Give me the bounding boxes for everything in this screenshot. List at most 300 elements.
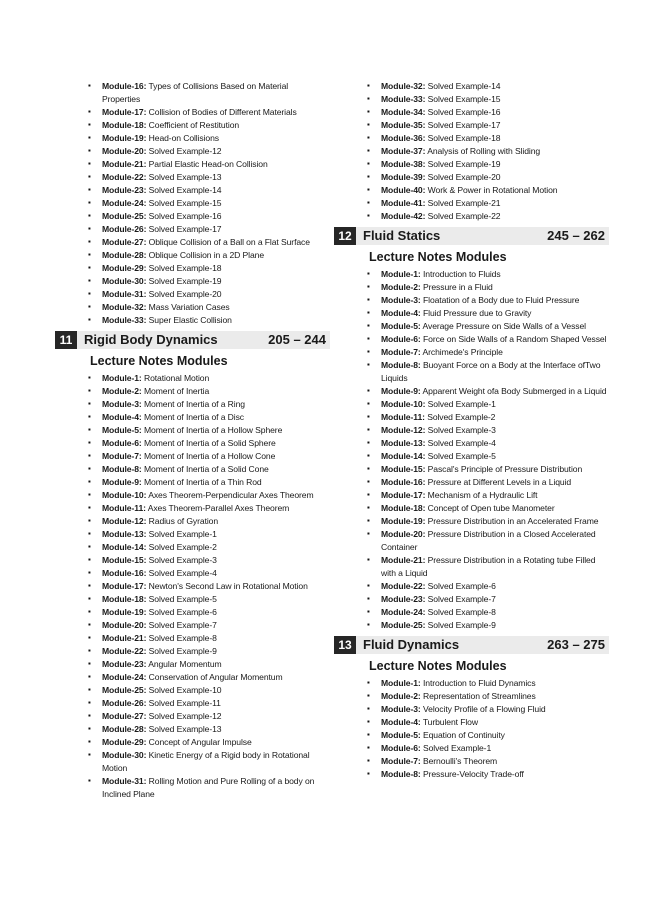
module-title: Solved Example-5 [427,450,496,461]
module-item [55,411,330,424]
module-title: Moment of Inertia of a Hollow Sphere [143,424,283,435]
module-title: Solved Example-12 [148,710,222,721]
module-label: Module-40: [381,185,426,195]
module-label: Module-18: [102,593,147,604]
module-label: Module-27: [102,236,147,247]
module-title: Solved Example-5 [148,593,217,604]
module-item [334,145,609,158]
module-title: Apparent Weight ofa Body Submerged in a Liquid [422,385,607,396]
module-title: Turbulent Flow [422,716,478,727]
module-item [55,593,330,606]
module-label: Module-24: [102,671,147,682]
module-title: Solved Example-1 [427,398,496,409]
right-column [334,80,609,781]
module-item [334,476,609,489]
module-label: Module-3: [381,294,421,305]
module-title: Moment of Inertia of a Thin Rod [143,476,262,487]
chapter-number: 11 [55,331,77,349]
module-title: Solved Example-8 [148,632,217,643]
module-item [55,385,330,398]
module-item [55,184,330,197]
module-item [55,275,330,288]
module-label: Module-23: [102,658,147,669]
module-label: Module-24: [381,606,426,617]
module-title: Solved Example-10 [148,684,222,695]
module-item [55,489,330,502]
module-item [55,736,330,749]
module-label: Module-11: [102,502,146,513]
module-title: Introduction to Fluids [422,268,501,279]
module-item [55,197,330,210]
module-item [334,768,609,781]
module-label: Module-7: [102,450,142,461]
chapter-pages: 245 – 262 [547,228,605,244]
module-title: Analysis of Rolling with Sliding [427,146,541,156]
module-label: Module-1: [102,372,142,383]
module-item [55,158,330,171]
module-title: Radius of Gyration [148,515,219,526]
module-item [334,515,609,528]
module-title: Solved Example-19 [427,159,501,169]
module-title: Solved Example-22 [427,211,501,221]
module-item [334,320,609,333]
module-label: Module-30: [102,749,147,760]
module-item [334,580,609,593]
module-title: Pressure-Velocity Trade-off [422,768,524,779]
module-label: Module-39: [381,172,426,182]
module-item [55,775,330,801]
module-title: Super Elastic Collision [148,314,232,325]
module-title: Partial Elastic Head-on Collision [148,158,268,169]
module-label: Module-2: [102,385,142,396]
module-title: Types of Collisions Based on Material Properties [102,81,289,104]
module-label: Module-17: [102,106,147,117]
module-label: Module-18: [102,119,147,130]
module-item [55,119,330,132]
chapter-pages: 263 – 275 [547,637,605,653]
module-list [334,80,609,223]
module-list [55,80,330,327]
module-title: Solved Example-9 [148,645,217,656]
module-title: Bernoulli's Theorem [422,755,498,766]
module-title: Pressure Distribution in a Rotating tube Filled with a Liquid [381,554,596,578]
module-label: Module-19: [102,606,147,617]
module-label: Module-28: [102,723,147,734]
module-title: Solved Example-20 [427,172,501,182]
module-item [334,294,609,307]
module-item [55,398,330,411]
module-title: Concept of Open tube Manometer [427,502,555,513]
module-label: Module-19: [102,132,147,143]
module-label: Module-4: [381,307,421,318]
module-label: Module-13: [102,528,147,539]
module-label: Module-5: [381,320,421,331]
module-item [55,606,330,619]
module-title: Solved Example-4 [427,437,496,448]
module-label: Module-2: [381,690,421,701]
module-title: Axes Theorem-Perpendicular Axes Theorem [148,489,314,500]
module-label: Module-25: [102,210,147,221]
module-item [334,132,609,145]
module-label: Module-17: [102,580,147,591]
module-title: Oblique Collision in a 2D Plane [148,249,265,260]
module-label: Module-23: [381,593,426,604]
module-label: Module-4: [102,411,142,422]
module-label: Module-33: [381,94,426,104]
module-title: Solved Example-17 [148,223,222,234]
module-label: Module-5: [381,729,421,740]
module-item [55,288,330,301]
module-item [334,755,609,768]
module-title: Moment of Inertia of a Solid Sphere [143,437,276,448]
left-column [55,80,330,801]
module-label: Module-36: [381,133,426,143]
module-title: Solved Example-15 [427,94,501,104]
module-item [334,80,609,93]
module-label: Module-12: [381,424,426,435]
module-item [334,606,609,619]
module-title: Concept of Angular Impulse [148,736,252,747]
module-label: Module-32: [102,301,147,312]
module-title: Moment of Inertia of a Solid Cone [143,463,269,474]
module-title: Solved Example-20 [148,288,222,299]
module-item [55,450,330,463]
module-title: Representation of Streamlines [422,690,536,701]
module-label: Module-1: [381,268,421,279]
module-label: Module-12: [102,515,147,526]
module-title: Solved Example-9 [427,619,496,630]
module-item [55,645,330,658]
module-item [334,171,609,184]
module-label: Module-34: [381,107,426,117]
module-item [55,463,330,476]
module-list [55,372,330,801]
module-title: Equation of Continuity [422,729,505,740]
module-item [334,489,609,502]
module-item [55,80,330,106]
module-item [55,262,330,275]
module-title: Solved Example-16 [148,210,222,221]
module-title: Solved Example-12 [148,145,222,156]
module-item [334,424,609,437]
module-label: Module-41: [381,198,426,208]
module-item [334,463,609,476]
module-item [55,580,330,593]
module-item [55,301,330,314]
module-label: Module-22: [102,171,147,182]
module-item [55,171,330,184]
module-title: Average Pressure on Side Walls of a Vessel [422,320,586,331]
module-title: Kinetic Energy of a Rigid body in Rotational Motion [102,749,310,773]
module-label: Module-22: [381,580,426,591]
module-item [55,515,330,528]
chapter-pages: 205 – 244 [268,332,326,348]
module-title: Solved Example-11 [148,697,221,708]
module-title: Solved Example-17 [427,120,501,130]
module-label: Module-15: [102,554,147,565]
module-title: Solved Example-4 [148,567,217,578]
chapter-number: 12 [334,227,356,245]
module-label: Module-29: [102,262,147,273]
module-title: Conservation of Angular Momentum [148,671,283,682]
module-title: Solved Example-3 [427,424,496,435]
module-label: Module-7: [381,346,421,357]
module-title: Collision of Bodies of Different Materials [148,106,297,117]
module-item [334,385,609,398]
module-title: Archimede's Principle [422,346,503,357]
module-title: Rolling Motion and Pure Rolling of a body on Inclined Plane [102,775,315,799]
module-item [334,677,609,690]
module-title: Solved Example-7 [148,619,217,630]
module-item [334,106,609,119]
module-item [55,658,330,671]
chapter-header-11 [55,331,330,349]
module-item [334,437,609,450]
module-item [334,690,609,703]
module-label: Module-8: [102,463,142,474]
module-item [55,567,330,580]
section-subheading: Lecture Notes Modules [369,658,507,673]
module-label: Module-6: [102,437,142,448]
module-label: Module-4: [381,716,421,727]
module-label: Module-10: [381,398,426,409]
module-title: Introduction to Fluid Dynamics [422,677,536,688]
module-title: Head-on Collisions [148,132,219,143]
module-item [55,554,330,567]
module-label: Module-10: [102,489,147,500]
section-subheading: Lecture Notes Modules [90,353,228,368]
module-item [55,249,330,262]
module-item [55,210,330,223]
module-item [55,372,330,385]
module-item [55,236,330,249]
module-item [334,93,609,106]
module-label: Module-13: [381,437,426,448]
chapter-header-13 [334,636,609,654]
module-title: Rotational Motion [143,372,210,383]
module-label: Module-19: [381,515,426,526]
module-title: Pressure at Different Levels in a Liquid [427,476,572,487]
module-item [334,554,609,580]
module-label: Module-38: [381,159,426,169]
module-title: Solved Example-16 [427,107,501,117]
module-item [55,476,330,489]
module-title: Solved Example-8 [427,606,496,617]
module-item [334,398,609,411]
section-subheading: Lecture Notes Modules [369,249,507,264]
module-title: Pressure Distribution in an Accelerated Frame [427,515,599,526]
module-label: Module-16: [381,476,426,487]
module-label: Module-21: [102,158,147,169]
module-title: Solved Example-7 [427,593,496,604]
module-item [55,437,330,450]
module-item [55,723,330,736]
module-label: Module-5: [102,424,142,435]
module-label: Module-31: [102,288,147,299]
module-title: Solved Example-14 [148,184,222,195]
module-label: Module-2: [381,281,421,292]
module-label: Module-20: [102,619,147,630]
module-item [334,184,609,197]
module-label: Module-6: [381,333,421,344]
module-item [334,359,609,385]
module-label: Module-28: [102,249,147,260]
module-label: Module-8: [381,768,421,779]
module-label: Module-11: [381,411,425,422]
module-title: Velocity Profile of a Flowing Fluid [422,703,546,714]
module-item [334,502,609,515]
module-title: Solved Example-14 [427,81,501,91]
module-label: Module-25: [381,619,426,630]
module-item [334,703,609,716]
module-item [55,145,330,158]
module-item [55,106,330,119]
module-title: Newton's Second Law in Rotational Motion [148,580,308,591]
module-label: Module-29: [102,736,147,747]
module-title: Solved Example-2 [427,411,496,422]
module-title: Moment of Inertia of a Hollow Cone [143,450,276,461]
module-title: Floatation of a Body due to Fluid Pressure [422,294,580,305]
module-label: Module-33: [102,314,147,325]
module-title: Solved Example-15 [148,197,222,208]
module-item [334,619,609,632]
module-title: Force on Side Walls of a Random Shaped Vessel [422,333,607,344]
module-item [334,197,609,210]
module-label: Module-20: [102,145,147,156]
module-item [55,223,330,236]
module-label: Module-24: [102,197,147,208]
module-title: Solved Example-1 [422,742,492,753]
module-item [334,210,609,223]
module-title: Solved Example-18 [148,262,222,273]
module-item [334,742,609,755]
module-label: Module-1: [381,677,421,688]
module-label: Module-26: [102,223,147,234]
module-label: Module-8: [381,359,421,370]
module-title: Solved Example-13 [148,171,222,182]
module-title: Solved Example-19 [148,275,222,286]
chapter-title: Fluid Dynamics [363,637,460,653]
module-label: Module-6: [381,742,421,753]
module-item [334,307,609,320]
module-label: Module-21: [381,554,426,565]
module-label: Module-14: [102,541,147,552]
module-item [334,281,609,294]
module-label: Module-35: [381,120,426,130]
module-label: Module-3: [102,398,142,409]
module-label: Module-3: [381,703,421,714]
module-label: Module-16: [102,81,147,91]
module-title: Moment of Inertia [143,385,210,396]
module-item [55,749,330,775]
module-title: Solved Example-2 [148,541,217,552]
module-item [334,528,609,554]
module-title: Solved Example-18 [427,133,501,143]
module-list [334,268,609,632]
module-item [334,268,609,281]
module-title: Solved Example-6 [148,606,217,617]
chapter-header-12 [334,227,609,245]
module-label: Module-15: [381,463,426,474]
module-label: Module-31: [102,775,147,786]
module-label: Module-16: [102,567,147,578]
module-label: Module-22: [102,645,147,656]
module-label: Module-42: [381,211,426,221]
module-item [55,502,330,515]
module-title: Solved Example-3 [148,554,217,565]
module-item [55,632,330,645]
module-title: Work & Power in Rotational Motion [427,185,558,195]
module-label: Module-18: [381,502,426,513]
module-label: Module-23: [102,184,147,195]
chapter-number: 13 [334,636,356,654]
module-item [55,619,330,632]
module-item [334,119,609,132]
module-title: Buoyant Force on a Body at the Interface ofTwo Liquids [381,359,601,383]
module-item [334,333,609,346]
module-label: Module-9: [102,476,142,487]
module-item [55,710,330,723]
module-label: Module-9: [381,385,421,396]
chapter-title: Rigid Body Dynamics [84,332,218,348]
module-title: Solved Example-21 [427,198,501,208]
chapter-title: Fluid Statics [363,228,441,244]
module-title: Oblique Collision of a Ball on a Flat Surface [148,236,310,247]
module-item [55,671,330,684]
module-item [55,528,330,541]
module-title: Axes Theorem-Parallel Axes Theorem [147,502,290,513]
module-item [334,158,609,171]
module-item [334,411,609,424]
module-title: Solved Example-1 [148,528,217,539]
module-label: Module-37: [381,146,426,156]
module-label: Module-7: [381,755,421,766]
module-item [334,729,609,742]
module-title: Angular Momentum [148,658,222,669]
module-title: Pressure Distribution in a Closed Accelerated Container [381,528,596,552]
module-item [55,684,330,697]
module-title: Pascal's Principle of Pressure Distribution [427,463,583,474]
module-label: Module-32: [381,81,426,91]
module-label: Module-25: [102,684,147,695]
module-label: Module-30: [102,275,147,286]
module-item [334,346,609,359]
module-title: Fluid Pressure due to Gravity [422,307,532,318]
module-label: Module-20: [381,528,426,539]
module-label: Module-27: [102,710,147,721]
module-item [55,424,330,437]
module-title: Solved Example-6 [427,580,496,591]
module-label: Module-17: [381,489,426,500]
module-item [55,132,330,145]
module-title: Pressure in a Fluid [422,281,493,292]
module-title: Moment of Inertia of a Disc [143,411,244,422]
module-title: Coefficient of Restitution [148,119,240,130]
module-item [334,450,609,463]
module-item [55,697,330,710]
module-label: Module-21: [102,632,147,643]
module-title: Mechanism of a Hydraulic Lift [427,489,538,500]
module-title: Mass Variation Cases [148,301,230,312]
module-title: Moment of Inertia of a Ring [143,398,245,409]
module-item [334,716,609,729]
module-label: Module-26: [102,697,147,708]
module-item [334,593,609,606]
module-label: Module-14: [381,450,426,461]
module-title: Solved Example-13 [148,723,222,734]
module-list [334,677,609,781]
module-item [55,314,330,327]
